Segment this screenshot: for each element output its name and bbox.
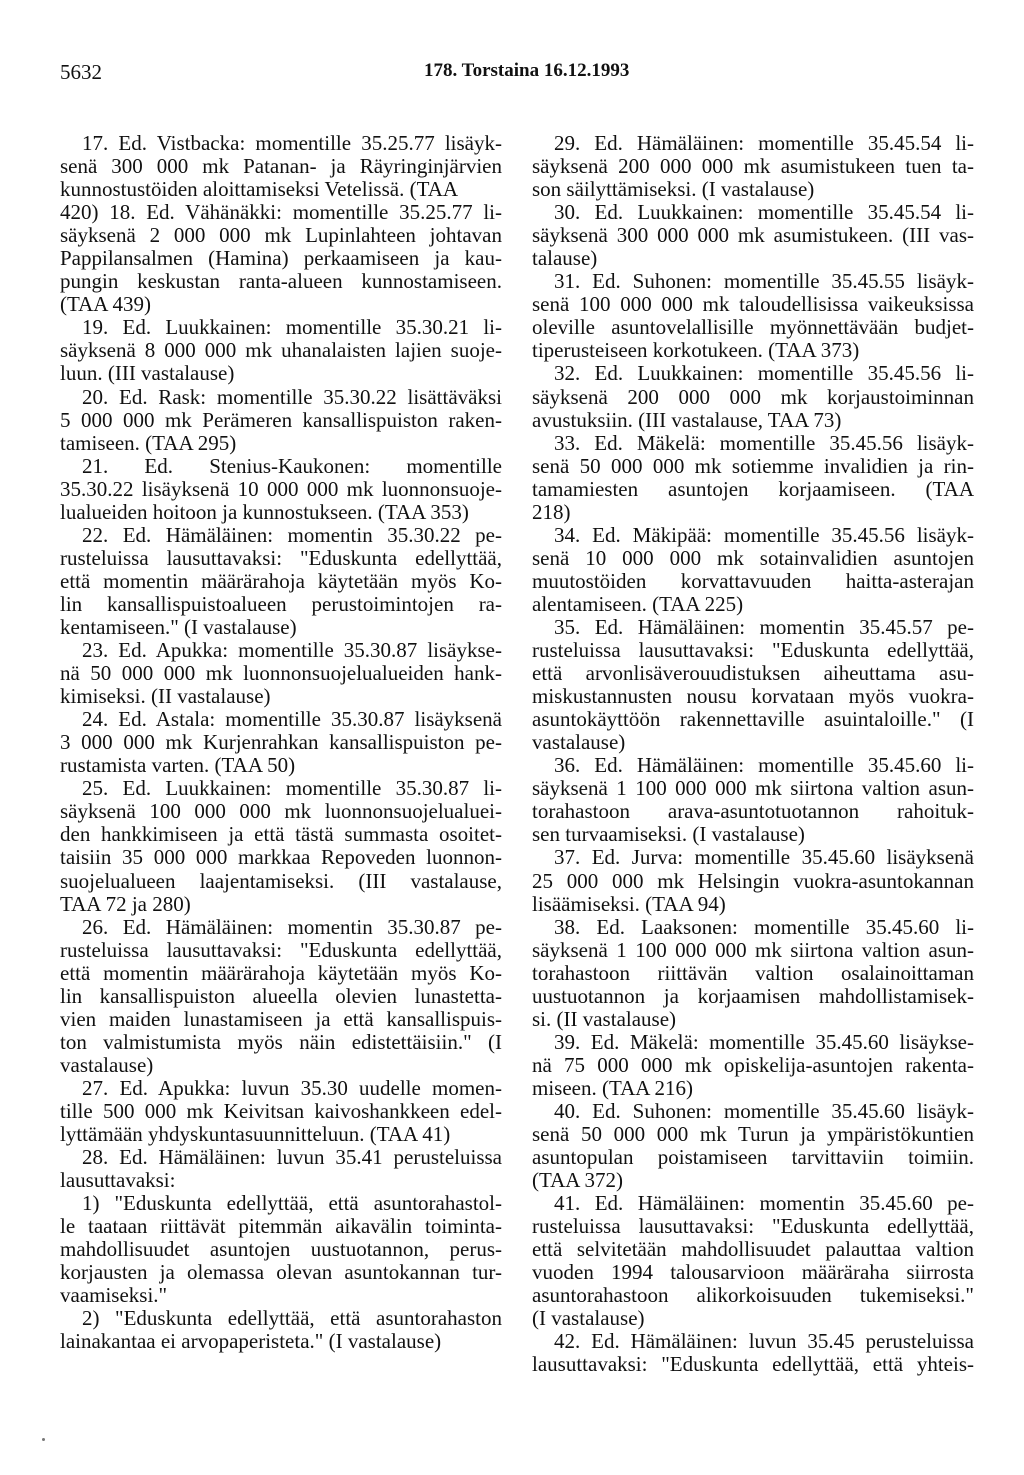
text-line: 31. Ed. Suhonen: momentille 35.45.55 lisäyk- — [554, 269, 974, 294]
text-line: tille 500 000 mk Keivitsan kaivoshankkeen edel- — [60, 1098, 502, 1123]
text-line: säyksenä 200 000 000 mk asumistukeen tuen ta- — [532, 154, 974, 179]
text-line: mahdollisuudet asuntojen uustuotannon, perus- — [60, 1237, 502, 1262]
text-line: kentamiseen." (I vastalause) — [60, 614, 297, 639]
text-line: säyksenä 2 000 000 mk Lupinlahteen johtavan — [60, 223, 502, 248]
text-line: säyksenä 100 000 000 mk luonnonsuojelualuei- — [60, 799, 502, 824]
text-line: 3 000 000 mk Kurjenrahkan kansallispuiston pe- — [60, 730, 502, 755]
text-line: 41. Ed. Hämäläinen: momentin 35.45.60 pe- — [554, 1191, 974, 1216]
text-line: kimiseksi. (II vastalause) — [60, 684, 271, 709]
text-line: 2) "Eduskunta edellyttää, että asuntorahaston — [82, 1306, 502, 1331]
text-line: senä 10 000 000 mk sotainvalidien asuntojen — [532, 545, 974, 570]
text-line: taisiin 35 000 000 markkaa Repoveden luonnon- — [60, 845, 502, 870]
text-line: rustamista varten. (TAA 50) — [60, 753, 296, 778]
text-line: 25. Ed. Luukkainen: momentille 35.30.87 li- — [82, 776, 502, 801]
text-line: asuntorahastoon alikorkoisuuden tukemiseksi." — [532, 1283, 974, 1308]
text-line: 40. Ed. Suhonen: momentille 35.45.60 lisäyk- — [554, 1098, 974, 1123]
text-line: (TAA 439) — [60, 292, 152, 317]
text-line: (TAA 372) — [532, 1168, 624, 1193]
text-line: tamiseen. (TAA 295) — [60, 430, 237, 455]
text-line: 1) "Eduskunta edellyttää, että asuntorahastol- — [82, 1191, 502, 1216]
text-line: si. (II vastalause) — [532, 1006, 677, 1031]
text-line: rusteluissa lausuttavaksi: "Eduskunta edellyttää, — [532, 638, 974, 663]
text-line: 35.30.22 lisäyksenä 10 000 000 mk luonnonsuoje- — [60, 476, 502, 501]
text-line: torahastoon arava-asuntotuotannon rahoituk- — [532, 799, 974, 824]
text-line: säyksenä 200 000 000 mk korjaustoiminnan — [532, 384, 974, 409]
text-line: senä 50 000 000 mk Turun ja ympäristökuntien — [532, 1122, 974, 1147]
text-line: 23. Ed. Apukka: momentille 35.30.87 lisäykse- — [82, 638, 502, 663]
text-line: alentamiseen. (TAA 225) — [532, 591, 744, 616]
text-line: 42. Ed. Hämäläinen: luvun 35.45 perusteluissa — [554, 1329, 974, 1354]
text-line: 35. Ed. Hämäläinen: momentin 35.45.57 pe- — [554, 614, 974, 639]
text-line: säyksenä 1 100 000 000 mk siirtona valtion asun- — [532, 776, 974, 801]
text-line: le taataan riittävät pitemmän aikavälin toiminta- — [60, 1214, 502, 1239]
text-line: 22. Ed. Hämäläinen: momentin 35.30.22 pe- — [82, 522, 502, 547]
text-line: 17. Ed. Vistbacka: momentille 35.25.77 lisäyk- — [82, 131, 502, 155]
text-line: 33. Ed. Mäkelä: momentille 35.45.56 lisäyk- — [554, 430, 974, 455]
page-number: 5632 — [60, 60, 102, 84]
text-line: talause) — [532, 246, 598, 271]
text-line: lin kansallispuistoalueen perustoimintojen ra- — [60, 591, 502, 616]
text-line: miseen. (TAA 216) — [532, 1075, 694, 1100]
text-line: lausuttavaksi: — [60, 1168, 176, 1193]
text-line: lyttämään yhdyskuntasuunnitteluun. (TAA 41) — [60, 1122, 451, 1147]
right-column — [532, 132, 974, 1377]
text-line: 27. Ed. Apukka: luvun 35.30 uudelle momen- — [82, 1075, 502, 1100]
text-line: den hankkimiseen ja että tästä summasta osoitet- — [60, 822, 502, 847]
text-line: ton valmistumista myös näin edistettäisiin." (I — [60, 1029, 502, 1054]
text-line: luun. (III vastalause) — [60, 361, 235, 386]
text-line: 29. Ed. Hämäläinen: momentille 35.45.54 li- — [554, 131, 974, 155]
text-line: vuoden 1994 talousarvioon määräraha siirrosta — [532, 1260, 974, 1285]
text-line: Pappilansalmen (Hamina) perkaamiseen ja kau- — [60, 246, 502, 271]
text-line: rusteluissa lausuttavaksi: "Eduskunta edellyttää, — [532, 1214, 974, 1239]
text-line: nä 75 000 000 mk opiskelija-asuntojen rakenta- — [532, 1052, 974, 1077]
text-line: 32. Ed. Luukkainen: momentille 35.45.56 li- — [554, 361, 974, 386]
text-line: torahastoon riittävän valtion osalainoittaman — [532, 960, 974, 985]
text-line: 38. Ed. Laaksonen: momentille 35.45.60 li- — [554, 914, 974, 939]
text-line: 218) — [532, 499, 571, 524]
text-line: että momentin määrärahoja käytetään myös Ko- — [60, 960, 502, 985]
text-line: vaamiseksi." — [60, 1283, 168, 1308]
scan-speck — [42, 1438, 45, 1441]
text-line: 37. Ed. Jurva: momentille 35.45.60 lisäyksenä — [554, 845, 974, 870]
text-line: son säilyttämiseksi. (I vastalause) — [532, 177, 815, 202]
text-line: oleville asuntovelallisille myönnettävään budjet- — [532, 315, 974, 340]
text-line: lualueiden hoitoon ja kunnostukseen. (TAA 353) — [60, 499, 469, 524]
text-line: rusteluissa lausuttavaksi: "Eduskunta edellyttää, — [60, 937, 502, 962]
text-line: senä 50 000 000 mk sotiemme invalidien ja rin- — [532, 453, 974, 478]
text-line: 34. Ed. Mäkipää: momentille 35.45.56 lisäyk- — [554, 522, 974, 547]
text-line: korjausten ja olemassa olevan asuntokannan tur- — [60, 1260, 502, 1285]
text-line: lin kansallispuiston alueella olevien lunastetta- — [60, 983, 502, 1008]
text-line: miskustannusten nousu korvataan myös vuokra- — [532, 684, 974, 709]
text-line: avustuksiin. (III vastalause, TAA 73) — [532, 407, 842, 432]
text-line: 20. Ed. Rask: momentille 35.30.22 lisättäväksi — [82, 384, 502, 409]
text-line: 5 000 000 mk Perämeren kansallispuiston raken- — [60, 407, 502, 432]
text-line: kunnostustöiden aloittamiseksi Vetelissä. (TAA — [60, 177, 459, 202]
text-line: 21. Ed. Stenius-Kaukonen: momentille — [82, 453, 502, 478]
text-line: senä 100 000 000 mk taloudellisissa vaikeuksissa — [532, 292, 974, 317]
text-line: 39. Ed. Mäkelä: momentille 35.45.60 lisäykse- — [554, 1029, 974, 1054]
text-line: 36. Ed. Hämäläinen: momentille 35.45.60 li- — [554, 753, 974, 778]
text-line: (I vastalause) — [532, 1306, 645, 1331]
text-line: säyksenä 8 000 000 mk uhanalaisten lajien suoje- — [60, 338, 502, 363]
text-line: senä 300 000 mk Patanan- ja Räyringinjärvien — [60, 154, 502, 179]
text-line: että momentin määrärahoja käytetään myös Ko- — [60, 568, 502, 593]
text-line: 28. Ed. Hämäläinen: luvun 35.41 perusteluissa — [82, 1145, 502, 1170]
text-line: säyksenä 1 100 000 000 mk siirtona valtion asun- — [532, 937, 974, 962]
text-line: pungin keskustan ranta-alueen kunnostamiseen. — [60, 269, 502, 294]
text-line: lainakantaa ei arvopaperisteta." (I vastalause) — [60, 1329, 442, 1354]
text-line: 25 000 000 mk Helsingin vuokra-asuntokannan — [532, 868, 974, 893]
text-line: vastalause) — [532, 730, 626, 755]
text-line: rusteluissa lausuttavaksi: "Eduskunta edellyttää, — [60, 545, 502, 570]
text-line: sen turvaamiseksi. (I vastalause) — [532, 822, 805, 847]
running-head: 178. Torstaina 16.12.1993 — [424, 60, 630, 81]
text-line: lisäämiseksi. (TAA 94) — [532, 891, 726, 916]
text-line: 26. Ed. Hämäläinen: momentin 35.30.87 pe- — [82, 914, 502, 939]
text-line: lausuttavaksi: "Eduskunta edellyttää, että yhteis- — [532, 1352, 974, 1377]
text-line: 24. Ed. Astala: momentille 35.30.87 lisäyksenä — [82, 707, 502, 732]
text-line: muutostöiden korvattavuuden haitta-asterajan — [532, 568, 974, 593]
text-line: asuntopulan poistamiseen tarvittaviin toimiin. — [532, 1145, 974, 1170]
text-line: asuntokäyttöön rakennettaville asuintaloille." (I — [532, 707, 974, 732]
text-line: että selvitetään mahdollisuudet palauttaa valtion — [532, 1237, 974, 1262]
text-line: 30. Ed. Luukkainen: momentille 35.45.54 li- — [554, 200, 974, 225]
text-line: että arvonlisäverouudistuksen aiheuttama asu- — [532, 661, 974, 686]
text-line: tamamiesten asuntojen korjaamiseen. (TAA — [532, 476, 974, 501]
text-line: vastalause) — [60, 1052, 154, 1077]
left-column — [60, 132, 502, 1353]
text-line: nä 50 000 000 mk luonnonsuojelualueiden hank- — [60, 661, 502, 686]
text-line: tiperusteiseen korkotukeen. (TAA 373) — [532, 338, 860, 363]
text-line: uustuotannon ja korjaamisen mahdollistamisek- — [532, 983, 974, 1008]
text-line: vien maiden lunastamiseen ja että kansallispuis- — [60, 1006, 502, 1031]
text-line: TAA 72 ja 280) — [60, 891, 191, 916]
text-line: säyksenä 300 000 000 mk asumistukeen. (III vas- — [532, 223, 974, 248]
text-line: 420) 18. Ed. Vähänäkki: momentille 35.25.77 li- — [60, 200, 502, 225]
text-line: 19. Ed. Luukkainen: momentille 35.30.21 li- — [82, 315, 502, 340]
text-line: suojelualueen laajentamiseksi. (III vastalause, — [60, 868, 502, 893]
